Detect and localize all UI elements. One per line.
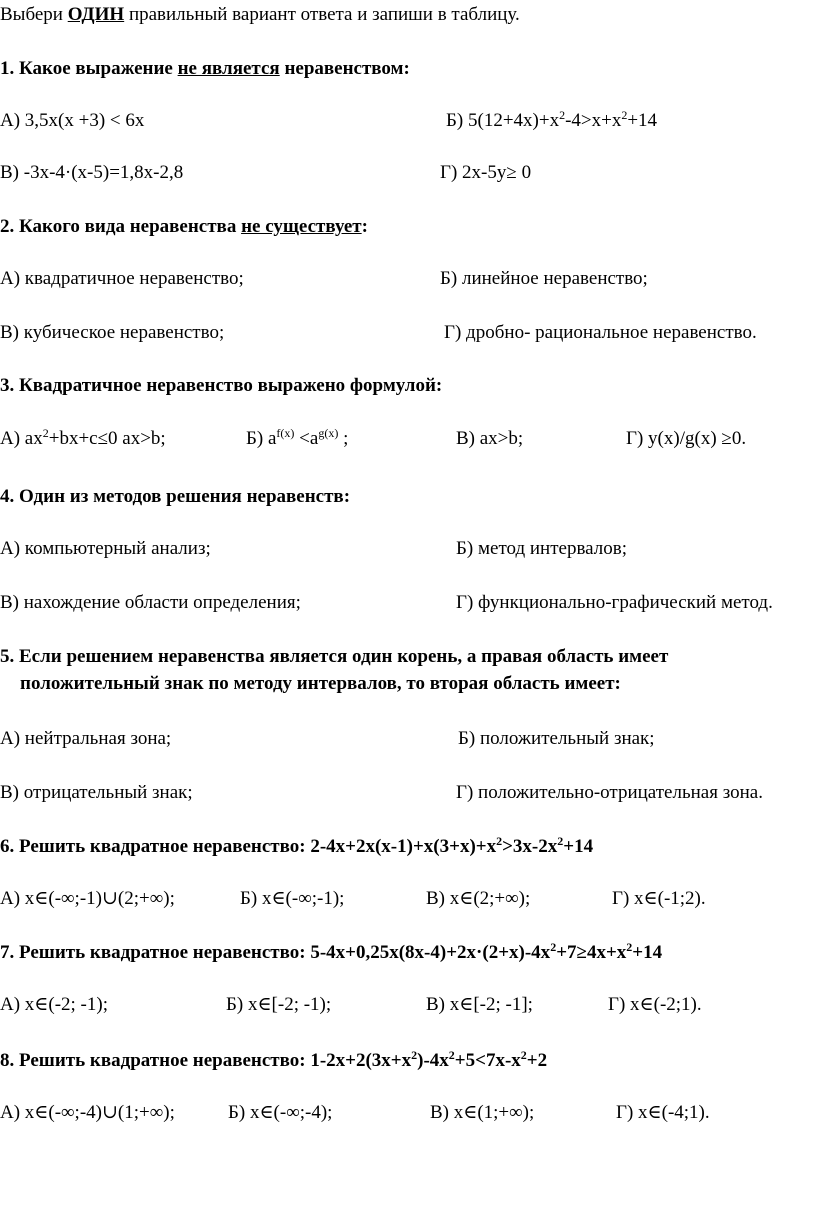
q4-option-c: В) нахождение области определения; [0, 592, 301, 613]
q6-title-sup1: 2 [496, 834, 503, 848]
q7-title-part2: +7≥4х+х [556, 942, 627, 963]
q8-title-sup1: 2 [411, 1048, 418, 1062]
q1-b-part3: +14 [627, 110, 658, 131]
q8-option-d: Г) х∈(-4;1). [616, 1102, 710, 1123]
q1-option-c: В) -3х-4·(х-5)=1,8х-2,8 [0, 162, 184, 183]
q3-option-d: Г) у(х)/g(x) ≥0. [626, 428, 747, 449]
q6-title-part3: +14 [563, 836, 594, 857]
q8-option-b: Б) х∈(-∞;-4); [228, 1102, 333, 1123]
q3-b-part1: Б) а [246, 428, 277, 449]
q7-option-a: А) х∈(-2; -1); [0, 994, 108, 1015]
q3-b-sup1: f(x) [276, 426, 295, 440]
instruction-text-end: правильный вариант ответа и запиши в таблицу. [124, 4, 520, 25]
q1-option-d: Г) 2х-5у≥ 0 [440, 162, 532, 183]
q8-title-part3: +5<7х-х [454, 1050, 521, 1071]
q3-a-part2: +bх+с≤0 ах>b; [48, 428, 166, 449]
question-1-title [0, 58, 410, 80]
q3-b-part3: ; [338, 428, 349, 449]
question-5-title-line2: положительный знак по методу интервалов, то вторая область имеет: [20, 673, 621, 694]
q5-option-d: Г) положительно-отрицательная зона. [456, 782, 763, 803]
q3-a-sup: 2 [42, 426, 49, 440]
q6-option-d: Г) х∈(-1;2). [612, 888, 706, 909]
q3-option-a [0, 428, 166, 450]
q8-title-part1: 8. Решить квадратное неравенство: 1-2х+2(3х+х [0, 1050, 412, 1071]
q8-title-part4: +2 [526, 1050, 548, 1071]
q1-title-pre: 1. Какое выражение [0, 58, 178, 79]
q5-option-c: В) отрицательный знак; [0, 782, 193, 803]
q3-option-c: В) ах>b; [456, 428, 524, 449]
q6-option-b: Б) х∈(-∞;-1); [240, 888, 345, 909]
q8-title-part2: )-4х [417, 1050, 449, 1071]
q7-option-b: Б) х∈[-2; -1); [226, 994, 332, 1015]
q1-b-sup2: 2 [621, 108, 628, 122]
q4-option-b: Б) метод интервалов; [456, 538, 627, 559]
q7-title-sup1: 2 [550, 940, 557, 954]
q2-option-b: Б) линейное неравенство; [440, 268, 648, 289]
q7-title-part1: 7. Решить квадратное неравенство: 5-4х+0,25х(8х-4)+2х·(2+х)-4х [0, 942, 551, 963]
q6-title-part2: >3х-2х [502, 836, 558, 857]
q3-a-part1: А) ах [0, 428, 43, 449]
q1-option-b [446, 110, 657, 132]
q2-title-emph: не существует [241, 216, 362, 237]
q7-title-sup2: 2 [626, 940, 633, 954]
q8-title-sup3: 2 [520, 1048, 527, 1062]
q8-option-c: В) х∈(1;+∞); [430, 1102, 535, 1123]
question-2-title [0, 216, 368, 238]
q7-option-d: Г) х∈(-2;1). [608, 994, 702, 1015]
q2-option-c: В) кубическое неравенство; [0, 322, 225, 343]
q8-title-sup2: 2 [448, 1048, 455, 1062]
instruction-text: Выбери [0, 4, 68, 25]
q6-option-a: А) х∈(-∞;-1)∪(2;+∞); [0, 888, 175, 909]
q2-title-pre: 2. Какого вида неравенства [0, 216, 242, 237]
q2-option-a: А) квадратичное неравенство; [0, 268, 244, 289]
q1-b-part2: -4>х+х [565, 110, 622, 131]
q1-title-emph: не является [177, 58, 280, 79]
q8-option-a: А) х∈(-∞;-4)∪(1;+∞); [0, 1102, 175, 1123]
q6-title-sup2: 2 [557, 834, 564, 848]
question-3-title: 3. Квадратичное неравенство выражено формулой: [0, 375, 443, 396]
q4-option-d: Г) функционально-графический метод. [456, 592, 773, 613]
q7-title-part3: +14 [632, 942, 663, 963]
q2-title-post: : [361, 216, 368, 237]
question-7-title [0, 942, 662, 964]
q2-option-d: Г) дробно- рациональное неравенство. [444, 322, 757, 343]
question-6-title [0, 836, 593, 858]
question-5-title-line1: 5. Если решением неравенства является один корень, а правая область имеет [0, 646, 669, 667]
q1-title-post: неравенством: [279, 58, 410, 79]
q5-option-b: Б) положительный знак; [458, 728, 655, 749]
q3-option-b [246, 428, 348, 450]
q5-option-a: А) нейтральная зона; [0, 728, 172, 749]
q1-b-part1: Б) 5(12+4х)+х [446, 110, 560, 131]
q3-b-sup2: g(x) [318, 426, 339, 440]
q1-b-sup1: 2 [559, 108, 566, 122]
q6-option-c: В) х∈(2;+∞); [426, 888, 531, 909]
q1-option-a: А) 3,5х(х +3) < 6х [0, 110, 145, 131]
question-8-title [0, 1050, 547, 1072]
instruction-emphasis: ОДИН [67, 4, 125, 25]
q4-option-a: А) компьютерный анализ; [0, 538, 211, 559]
instruction [0, 4, 520, 26]
q7-option-c: В) х∈[-2; -1]; [426, 994, 533, 1015]
question-4-title: 4. Один из методов решения неравенств: [0, 486, 351, 507]
q3-b-part2: <a [294, 428, 319, 449]
q6-title-part1: 6. Решить квадратное неравенство: 2-4х+2х(х-1)+х(3+х)+х [0, 836, 497, 857]
